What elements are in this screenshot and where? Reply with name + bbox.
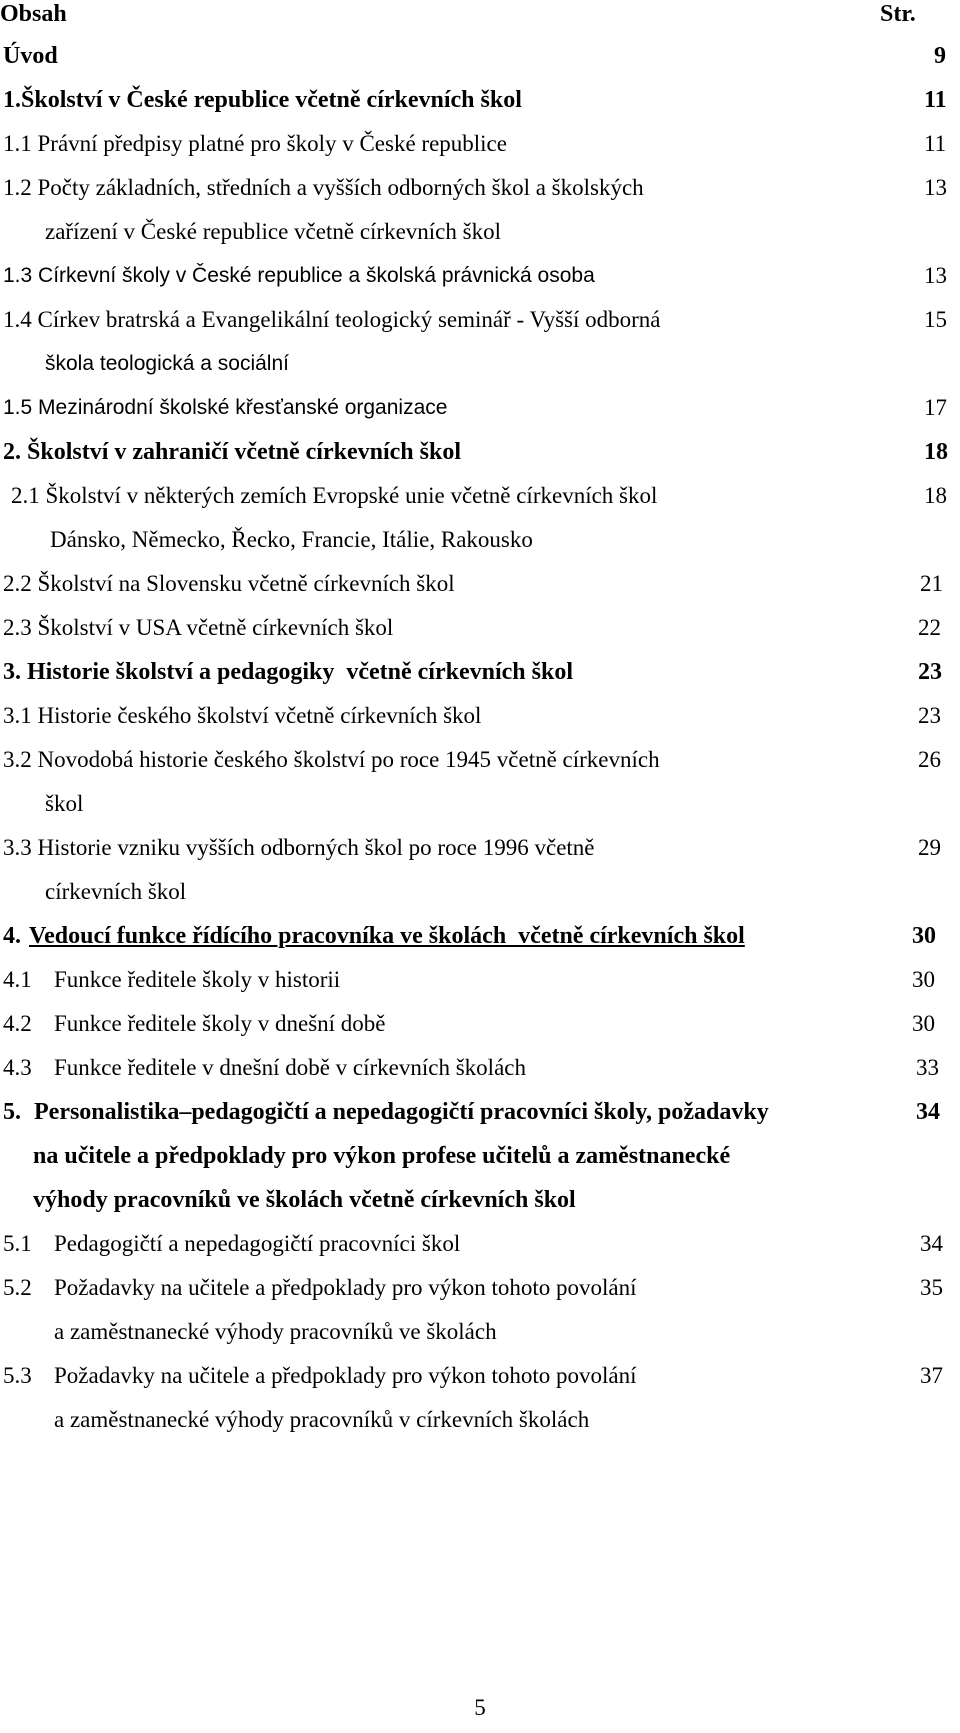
page-number: 5 [474, 1695, 486, 1720]
page-column-label: Str. [880, 1, 916, 27]
toc-entry[interactable] [0, 1048, 960, 1088]
toc-entry[interactable] [0, 36, 960, 76]
toc-entry-page: 18 [924, 483, 947, 508]
toc-entry-title: Funkce ředitele v dnešní době v církevních školách [54, 1055, 526, 1080]
toc-entry[interactable] [0, 1356, 960, 1396]
toc-entry[interactable] [0, 916, 960, 956]
toc-entry[interactable] [0, 476, 960, 516]
toc-entry-page: 30 [912, 923, 936, 949]
toc-entry-page: 21 [920, 571, 943, 596]
toc-entry[interactable] [0, 1224, 960, 1264]
toc-entry-page: 30 [912, 1011, 935, 1036]
toc-entry[interactable] [0, 652, 960, 692]
toc-entry-number: 5. [3, 1099, 21, 1125]
toc-entry-title-cont: výhody pracovníků ve školách včetně církevních škol [33, 1187, 576, 1213]
toc-entry-page: 17 [924, 395, 947, 420]
toc-entry-page: 33 [916, 1055, 939, 1080]
toc-entry[interactable] [0, 168, 960, 208]
toc-entry-page: 18 [924, 439, 948, 465]
toc-entry-title: 1.1 Právní předpisy platné pro školy v České republice [3, 131, 507, 156]
toc-entry-title-cont: škola teologická a sociální [45, 352, 289, 375]
toc-entry-number: 4.1 [3, 967, 32, 992]
toc-entry-continuation [0, 872, 960, 912]
toc-entry-continuation [0, 344, 960, 384]
toc-entry-page: 13 [924, 263, 947, 288]
toc-entry-title: Úvod [3, 43, 58, 69]
toc-entry-number: 5.1 [3, 1231, 32, 1256]
toc-entry-title-cont: církevních škol [45, 879, 187, 904]
toc-entry-continuation [0, 784, 960, 824]
toc-entry-title: 3. Historie školství a pedagogiky včetně církevních škol [3, 659, 573, 685]
toc-entry[interactable] [0, 564, 960, 604]
toc-entry-page: 22 [918, 615, 941, 640]
toc-entry[interactable] [0, 300, 960, 340]
toc-entry-title: Funkce ředitele školy v dnešní době [54, 1011, 386, 1036]
toc-entry-title: 2.3 Školství v USA včetně církevních škol [3, 615, 394, 640]
toc-entry-title: 3.3 Historie vzniku vyšších odborných škol po roce 1996 včetně [3, 835, 595, 860]
toc-entry-title: 2.2 Školství na Slovensku včetně církevních škol [3, 571, 455, 596]
toc-entry-title: 1.3 Církevní školy v České republice a školská právnická osoba [3, 264, 595, 287]
toc-entry-page: 37 [920, 1363, 943, 1388]
toc-entry[interactable] [0, 80, 960, 120]
toc-entry-title: 1.2 Počty základních, středních a vyšších odborných škol a školských [3, 175, 644, 200]
toc-entry-title: Personalistika–pedagogičtí a nepedagogičtí pracovníci školy, požadavky [34, 1099, 769, 1125]
toc-entry-page: 23 [918, 703, 941, 728]
toc-entry[interactable] [0, 828, 960, 868]
toc-entry[interactable] [0, 960, 960, 1000]
toc-entry-page: 34 [916, 1099, 940, 1125]
toc-entry-title-cont: a zaměstnanecké výhody pracovníků ve školách [54, 1319, 497, 1344]
toc-entry-title: Funkce ředitele školy v historii [54, 967, 341, 992]
toc-entry[interactable] [0, 432, 960, 472]
toc-entry-title: 1.Školství v České republice včetně církevních škol [3, 87, 522, 113]
toc-entry-title-cont: na učitele a předpoklady pro výkon profese učitelů a zaměstnanecké [33, 1143, 731, 1169]
toc-title: Obsah [0, 1, 67, 27]
toc-entry[interactable] [0, 740, 960, 780]
toc-entry-number: 4.3 [3, 1055, 32, 1080]
toc-entry-title-cont: Dánsko, Německo, Řecko, Francie, Itálie, Rakousko [50, 527, 533, 552]
toc-entry-title: 3.2 Novodobá historie českého školství po roce 1945 včetně církevních [3, 747, 660, 772]
toc-entry-page: 11 [924, 131, 947, 156]
toc-entry[interactable] [0, 388, 960, 428]
toc-entry[interactable] [0, 256, 960, 296]
toc-entry-page: 34 [920, 1231, 943, 1256]
toc-entry[interactable] [0, 696, 960, 736]
toc-entry-continuation [0, 1312, 960, 1352]
toc-entry-title: Vedoucí funkce řídícího pracovníka ve školách včetně církevních škol [29, 923, 745, 949]
toc-entry-page: 23 [918, 659, 942, 685]
toc-entry-page: 13 [924, 175, 947, 200]
toc-entry-continuation [0, 520, 960, 560]
toc-entry-number: 5.2 [3, 1275, 32, 1300]
toc-entry-title: 2.1 Školství v některých zemích Evropské unie včetně církevních škol [11, 483, 658, 508]
toc-entry-continuation [0, 212, 960, 252]
toc-entry-title-cont: zařízení v České republice včetně církevních škol [45, 219, 501, 244]
toc-entry-continuation [0, 1136, 960, 1176]
toc-entry-number: 4.2 [3, 1011, 32, 1036]
toc-entry-title: 1.4 Církev bratrská a Evangelikální teologický seminář - Vyšší odborná [3, 307, 661, 332]
toc-entry-page: 30 [912, 967, 935, 992]
toc-entry-page: 29 [918, 835, 941, 860]
toc-entry-title: 3.1 Historie českého školství včetně církevních škol [3, 703, 482, 728]
toc-entry-title: Pedagogičtí a nepedagogičtí pracovníci škol [54, 1231, 461, 1256]
toc-entry-number: 5.3 [3, 1363, 32, 1388]
toc-entry-title: Požadavky na učitele a předpoklady pro výkon tohoto povolání [54, 1275, 637, 1300]
toc-entry[interactable] [0, 1004, 960, 1044]
toc-entry-title: 1.5 Mezinárodní školské křesťanské organizace [3, 396, 448, 419]
toc-entry[interactable] [0, 124, 960, 164]
toc-entry-number: 4. [3, 923, 21, 949]
toc-entry-page: 9 [934, 43, 946, 69]
toc-header [0, 0, 960, 34]
toc-entry-title-cont: a zaměstnanecké výhody pracovníků v církevních školách [54, 1407, 590, 1432]
toc-entry-continuation [0, 1400, 960, 1440]
toc-entry-page: 15 [924, 307, 947, 332]
toc-entry-page: 11 [924, 87, 947, 113]
toc-entry-page: 35 [920, 1275, 943, 1300]
toc-entry-title: 2. Školství v zahraničí včetně církevních škol [3, 439, 461, 465]
toc-entry-title-cont: škol [45, 791, 84, 816]
toc-entry-page: 26 [918, 747, 941, 772]
toc-entry[interactable] [0, 608, 960, 648]
toc-entry[interactable] [0, 1092, 960, 1132]
toc-entry[interactable] [0, 1268, 960, 1308]
toc-entry-title: Požadavky na učitele a předpoklady pro výkon tohoto povolání [54, 1363, 637, 1388]
toc-entry-continuation [0, 1180, 960, 1220]
